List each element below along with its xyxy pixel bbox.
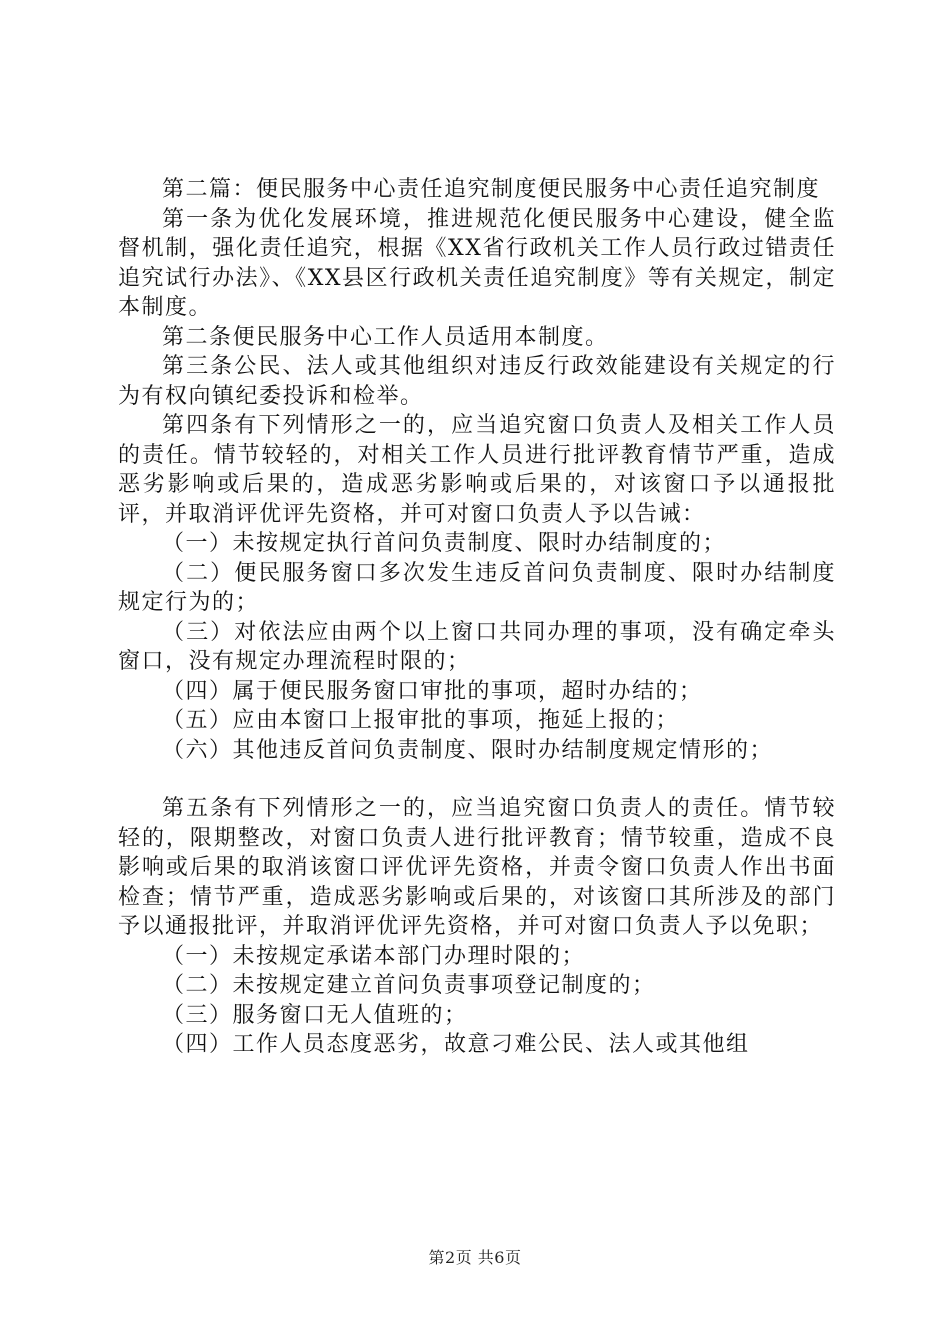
article-5-item-4: （四）工作人员态度恶劣，故意刁难公民、法人或其他组 [162, 1032, 750, 1057]
article-3: 第三条公民、法人或其他组织对违反行政效能建设有关规定的行为有权向镇纪委投诉和检举。 [118, 354, 836, 409]
article-5-item-3: （三）服务窗口无人值班的； [162, 1002, 468, 1028]
article-5: 第五条有下列情形之一的，应当追究窗口负责人的责任。情节较轻的，限期整改，对窗口负责人进行批评教育；情节较重，造成不良影响或后果的取消该窗口评优评先资格，并责令窗口负责人作出书面检查；情节严重，造成恶劣影响或后果的，对该窗口其所涉及的部门予以通报批评，并取消评优评先资格，并可对窗口负责人予以免职； [118, 796, 836, 939]
page-number-footer: 第2页 共6页 [428, 1248, 522, 1267]
article-2: 第二条便民服务中心工作人员适用本制度。 [162, 324, 609, 350]
article-4-item-4: （四）属于便民服务窗口审批的事项，超时办结的； [162, 678, 703, 704]
article-4: 第四条有下列情形之一的，应当追究窗口负责人及相关工作人员的责任。情节较轻的，对相关工作人员进行批评教育情节严重，造成恶劣影响或后果的，造成恶劣影响或后果的，对该窗口予以通报批评，并取消评优评先资格，并可对窗口负责人予以告诫： [118, 413, 836, 527]
section-heading: 第二篇：便民服务中心责任追究制度便民服务中心责任追究制度 [162, 177, 821, 202]
article-5-item-1: （一）未按规定承诺本部门办理时限的； [162, 943, 586, 969]
document-body [118, 175, 836, 1060]
article-1: 第一条为优化发展环境，推进规范化便民服务中心建设，健全监督机制，强化责任追究，根据《XX省行政机关工作人员行政过错责任追究试行办法》、《XX县区行政机关责任追究制度》等有关规定，制定本制度。 [118, 206, 836, 320]
article-4-item-6: （六）其他违反首问负责制度、限时办结制度规定情形的； [162, 737, 774, 763]
article-5-item-2: （二）未按规定建立首问负责事项登记制度的； [162, 973, 656, 998]
article-4-item-1: （一）未按规定执行首问负责制度、限时办结制度的； [162, 531, 727, 556]
article-4-item-2: （二）便民服务窗口多次发生违反首问负责制度、限时办结制度规定行为的； [118, 560, 836, 615]
article-4-item-3: （三）对依法应由两个以上窗口共同办理的事项，没有确定牵头窗口，没有规定办理流程时限的； [118, 619, 836, 674]
article-4-item-5: （五）应由本窗口上报审批的事项，拖延上报的； [162, 708, 680, 733]
